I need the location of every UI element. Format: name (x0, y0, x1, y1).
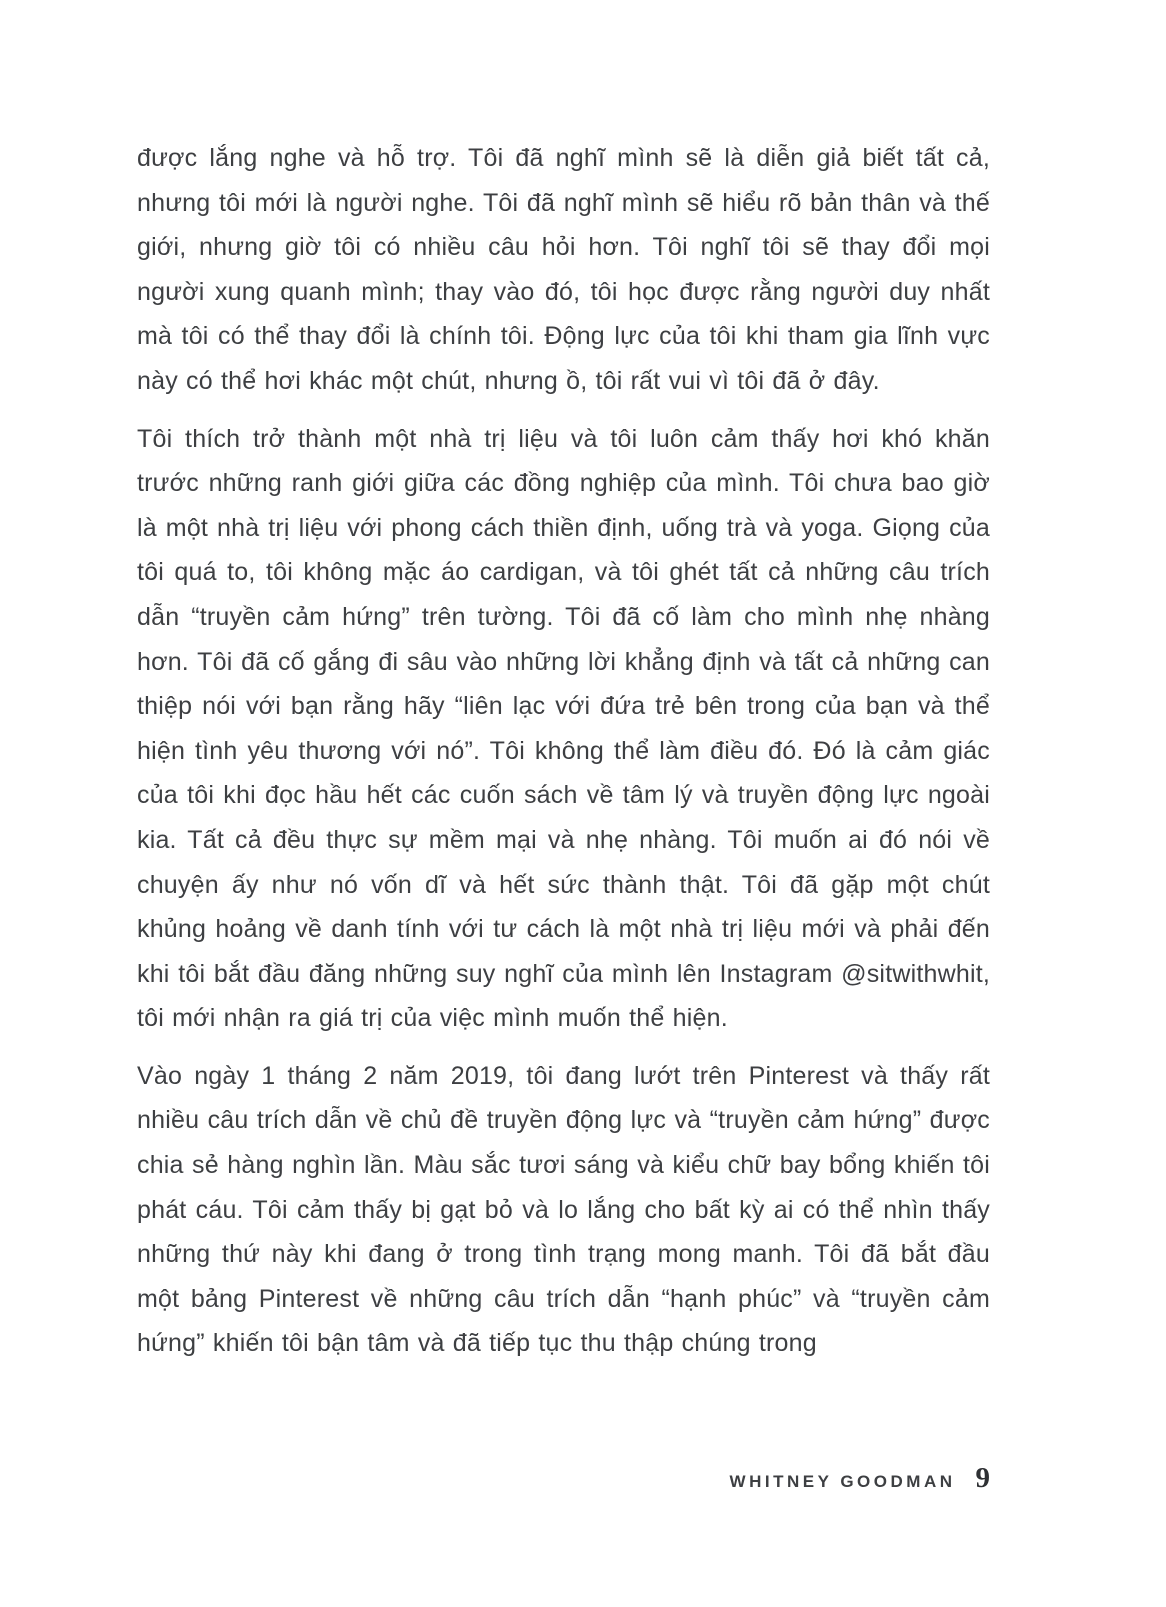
paragraph-pinterest: Vào ngày 1 tháng 2 năm 2019, tôi đang lướt trên Pinterest và thấy rất nhiều câu trích dẫn về chủ đề truyền động lực và “truyền cảm hứng” được chia sẻ hàng nghìn lần. Màu sắc tươi sáng và kiểu chữ bay bổng khiến tôi phát cáu. Tôi cảm thấy bị gạt bỏ và lo lắng cho bất kỳ ai có thể nhìn thấy những thứ này khi đang ở trong tình trạng mong manh. Tôi đã bắt đầu một bảng Pinterest về những câu trích dẫn “hạnh phúc” và “truyền cảm hứng” khiến tôi bận tâm và đã tiếp tục thu thập chúng trong (137, 1061, 990, 1358)
footer-page-number: 9 (975, 1462, 990, 1494)
page-footer (730, 1462, 990, 1495)
paragraph-therapist: Tôi thích trở thành một nhà trị liệu và tôi luôn cảm thấy hơi khó khăn trước những ranh giới giữa các đồng nghiệp của mình. Tôi chưa bao giờ là một nhà trị liệu với phong cách thiền định, uống trà và yoga. Giọng của tôi quá to, tôi không mặc áo cardigan, và tôi ghét tất cả những câu trích dẫn “truyền cảm hứng” trên tường. Tôi đã cố làm cho mình nhẹ nhàng hơn. Tôi đã cố gắng đi sâu vào những lời khẳng định và tất cả những can thiệp nói với bạn rằng hãy “liên lạc với đứa trẻ bên trong của bạn và thể hiện tình yêu thương với nó”. Tôi không thể làm điều đó. Đó là cảm giác của tôi khi đọc hầu hết các cuốn sách về tâm lý và truyền động lực ngoài kia. Tất cả đều thực sự mềm mại và nhẹ nhàng. Tôi muốn ai đó nói về chuyện ấy như nó vốn dĩ và hết sức thành thật. Tôi đã gặp một chút khủng hoảng về danh tính với tư cách là một nhà trị liệu mới và phải đến khi tôi bắt đầu đăng những suy nghĩ của mình lên Instagram @sitwithwhit, tôi mới nhận ra giá trị của việc mình muốn thể hiện. (137, 424, 990, 1033)
body-text (137, 136, 990, 1379)
footer-author-name: WHITNEY GOODMAN (729, 1472, 956, 1491)
paragraph-continuation: được lắng nghe và hỗ trợ. Tôi đã nghĩ mình sẽ là diễn giả biết tất cả, nhưng tôi mới là người nghe. Tôi đã nghĩ mình sẽ hiểu rõ bản thân và thế giới, nhưng giờ tôi có nhiều câu hỏi hơn. Tôi nghĩ tôi sẽ thay đổi mọi người xung quanh mình; thay vào đó, tôi học được rằng người duy nhất mà tôi có thể thay đổi là chính tôi. Động lực của tôi khi tham gia lĩnh vực này có thể hơi khác một chút, nhưng ồ, tôi rất vui vì tôi đã ở đây. (137, 144, 990, 395)
